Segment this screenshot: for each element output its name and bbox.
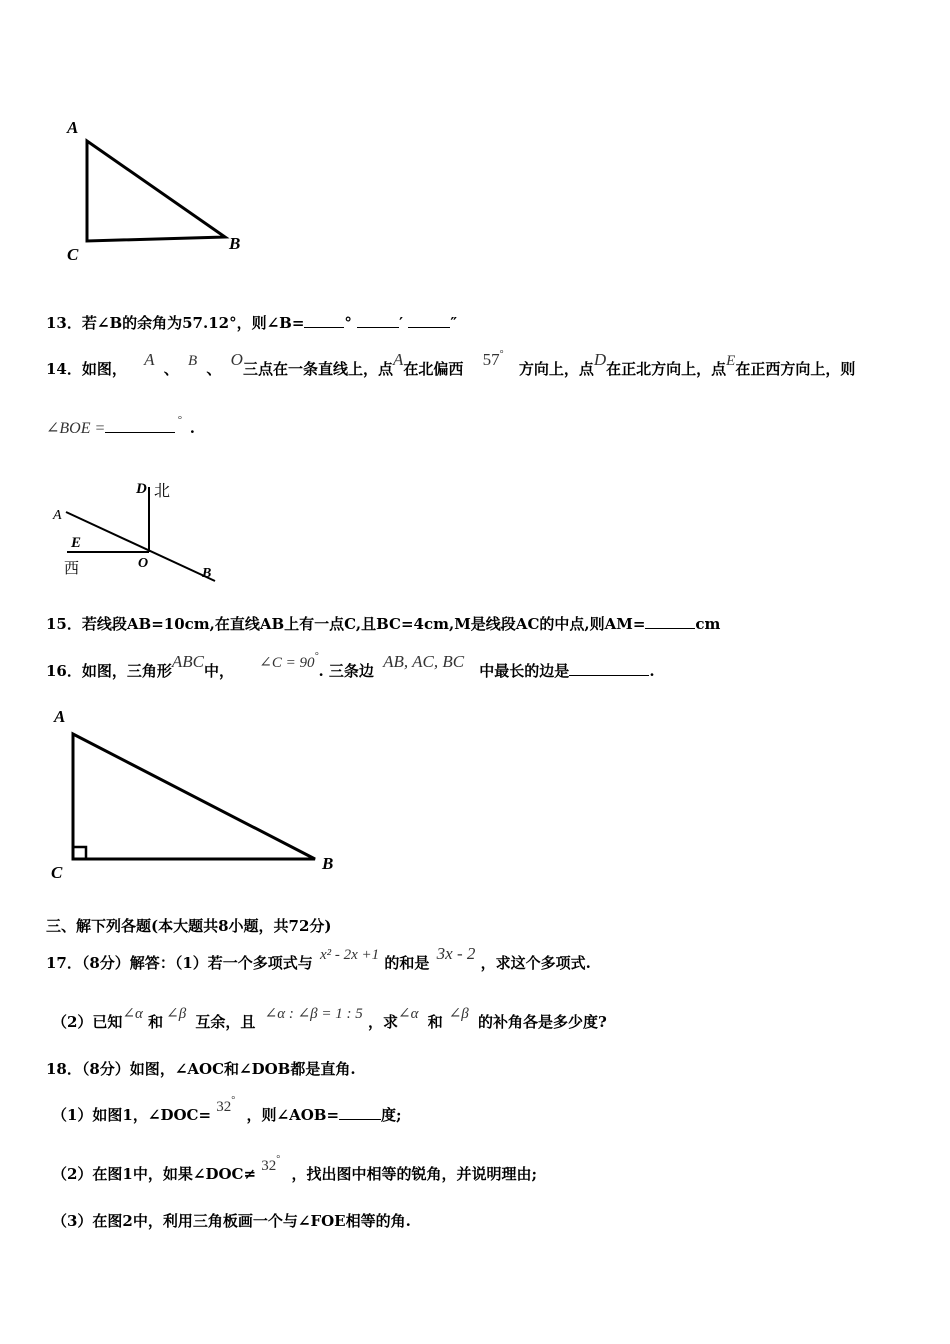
figure-3-label-a: A — [54, 707, 66, 726]
figure-2-label-o: O — [138, 556, 149, 571]
q14-point-a2: A — [392, 350, 404, 369]
q16-answer-blank[interactable] — [569, 661, 649, 676]
question-13: 13．若∠B的余角为57.12°，则∠B= ° ′ ″ — [46, 314, 458, 332]
q14-point-o: O — [230, 350, 243, 369]
q14-point-d: D — [593, 350, 607, 369]
question-14: 14．如图， A 、 B 、 O三点在一条直线上，点A在北偏西 57° 方向上，点D在正北方向上，点E在正西方向上，则 — [46, 349, 856, 378]
figure-3-label-c: C — [51, 863, 63, 882]
question-16: 16．如图，三角形ABC中， ∠C = 90°. 三条边 AB, AC, BC 中最长的边是 . — [46, 651, 655, 680]
q17-ratio: ∠α : ∠β = 1 : 5 — [264, 1006, 363, 1022]
figure-2-label-b: B — [202, 566, 212, 581]
q13-degree-blank[interactable] — [304, 313, 344, 328]
q18-answer-blank[interactable] — [339, 1105, 381, 1120]
q13-second-blank[interactable] — [408, 313, 450, 328]
question-18: 18．（8分）如图，∠AOC和∠DOB都是直角. — [46, 1060, 356, 1078]
figure-2-label-north: 北 — [154, 481, 171, 500]
question-15: 15．若线段AB=10cm,在直线AB上有一点C,且BC=4cm,M是线段AC的中点,则AM= cm — [46, 615, 721, 633]
q14-point-b: B — [188, 353, 198, 369]
figure-3-right-triangle — [60, 720, 340, 870]
figure-2-label-west: 西 — [64, 559, 80, 577]
q17-polynomial-2: 3x - 2 — [436, 944, 476, 963]
figure-2-label-d: D — [136, 481, 147, 497]
figure-2-label-e: E — [71, 535, 82, 551]
figure-1-label-c: C — [67, 245, 79, 264]
q16-angle-c: ∠C = 90° — [259, 651, 319, 671]
q16-triangle-abc: ABC — [171, 652, 204, 671]
question-14-answer: ∠BOE = ° . — [46, 414, 195, 437]
figure-1-label-a: A — [67, 118, 79, 137]
q16-sides: AB, AC, BC — [383, 652, 465, 671]
figure-1-label-b: B — [229, 234, 241, 253]
question-18-part-1: （1）如图1，∠DOC= 32° ，则∠AOB= 度; — [52, 1095, 402, 1124]
q14-point-a: A — [144, 350, 155, 369]
q13-minute-blank[interactable] — [357, 313, 399, 328]
question-18-part-2: （2）在图1中，如果∠DOC≠ 32° ，找出图中相等的锐角，并说明理由; — [52, 1154, 538, 1183]
q14-point-e: E — [726, 353, 736, 369]
q14-angle-57: 57° — [482, 349, 504, 369]
q17-polynomial-1: x² - 2x +1 — [320, 947, 380, 963]
question-17-part-2: （2）已知∠α 和 ∠β 互余，且 ∠α : ∠β = 1 : 5 ，求∠α 和 ∠β 的补角各是多少度? — [52, 1006, 607, 1031]
q14-answer-blank[interactable] — [105, 418, 175, 433]
question-18-part-3: （3）在图2中，利用三角板画一个与∠FOE相等的角. — [52, 1212, 411, 1230]
figure-3-label-b: B — [322, 854, 334, 873]
figure-2-label-a: A — [53, 508, 62, 523]
question-17: 17．（8分）解答：（1）若一个多项式与 x² - 2x +1 的和是 3x - 2 ，求这个多项式. — [46, 944, 591, 972]
section-3-heading: 三、解下列各题(本大题共8小题，共72分) — [46, 917, 332, 935]
q15-answer-blank[interactable] — [645, 614, 695, 629]
